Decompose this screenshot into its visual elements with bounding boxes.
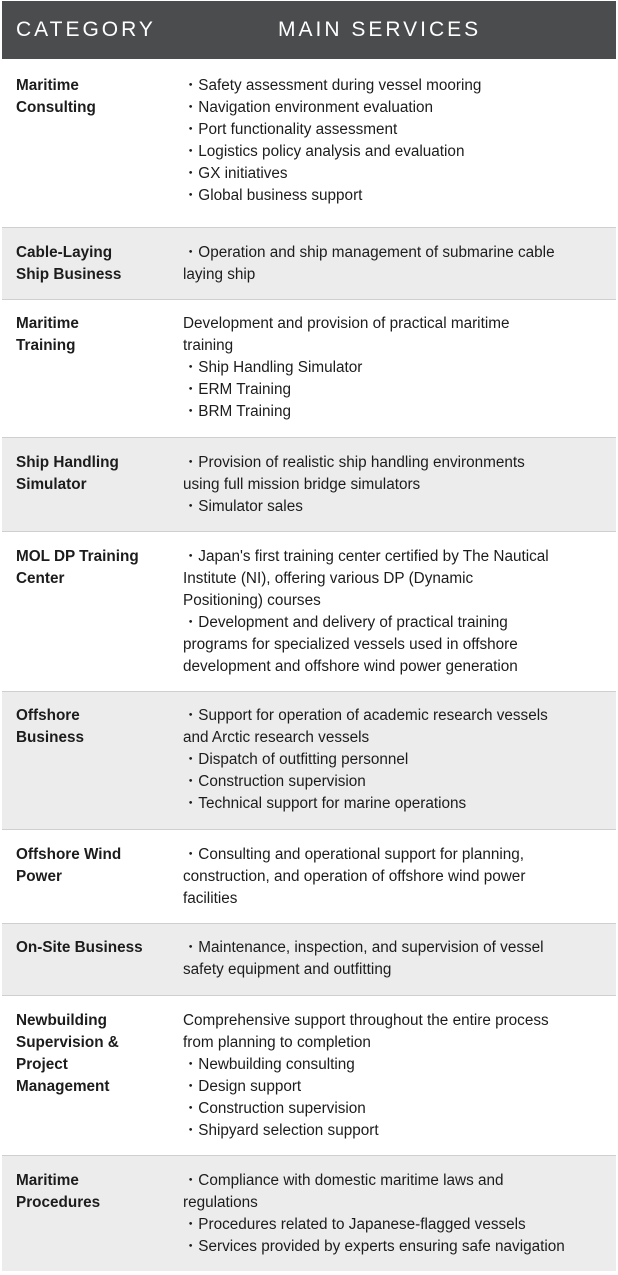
service-text: ・Newbuilding consulting	[183, 1056, 355, 1073]
service-text: ・Port functionality assessment	[183, 121, 398, 138]
service-text: ・Procedures related to Japanese-flagged vessels	[183, 1216, 526, 1233]
table-row	[2, 227, 616, 299]
service-text: ・Maintenance, inspection, and supervision of vessel	[183, 939, 544, 956]
category-cell	[2, 937, 183, 995]
service-text: ・Japan's first training center certified by The Nautical	[183, 548, 549, 565]
category-text: Power	[16, 868, 62, 885]
services-cell	[183, 705, 616, 829]
services-cell	[183, 1010, 616, 1155]
table-body	[2, 61, 616, 1271]
category-text: Simulator	[16, 476, 87, 493]
category-text: Center	[16, 570, 65, 587]
service-text: ・Consulting and operational support for planning,	[183, 846, 525, 863]
service-text: ・Design support	[183, 1078, 302, 1095]
service-text: laying ship	[183, 266, 256, 283]
category-cell	[2, 452, 183, 531]
category-cell	[2, 705, 183, 829]
category-text: Newbuilding	[16, 1012, 107, 1029]
service-text: ・Navigation environment evaluation	[183, 99, 433, 116]
service-text: ・BRM Training	[183, 403, 291, 420]
service-text: ・Safety assessment during vessel mooring	[183, 77, 482, 94]
category-text: Maritime	[16, 315, 79, 332]
service-text: ・Ship Handling Simulator	[183, 359, 363, 376]
category-text: Cable-Laying	[16, 244, 113, 261]
category-text: Ship Handling	[16, 454, 119, 471]
services-cell	[183, 844, 616, 923]
service-text: ・Shipyard selection support	[183, 1122, 379, 1139]
service-text: ・Logistics policy analysis and evaluation	[183, 143, 465, 160]
category-text: Maritime	[16, 77, 79, 94]
service-text: ・Construction supervision	[183, 1100, 366, 1117]
category-cell	[2, 844, 183, 923]
category-text: Offshore Wind	[16, 846, 122, 863]
category-cell	[2, 313, 183, 437]
category-cell	[2, 546, 183, 691]
table-row	[2, 531, 616, 691]
category-text: Maritime	[16, 1172, 79, 1189]
header-category: CATEGORY	[16, 18, 156, 41]
category-text: Consulting	[16, 99, 96, 116]
table-row	[2, 691, 616, 829]
service-text: facilities	[183, 890, 238, 907]
service-text: construction, and operation of offshore wind power	[183, 868, 526, 885]
service-text: ・Technical support for marine operations	[183, 795, 467, 812]
category-text: MOL DP Training	[16, 548, 139, 565]
service-text: ・Provision of realistic ship handling environments	[183, 454, 525, 471]
services-cell	[183, 937, 616, 995]
service-text: programs for specialized vessels used in offshore	[183, 636, 518, 653]
category-cell	[2, 1170, 183, 1271]
services-cell	[183, 313, 616, 437]
table-row	[2, 61, 616, 227]
header-main-services: MAIN SERVICES	[278, 18, 482, 41]
services-cell	[183, 1170, 616, 1271]
category-text: Project	[16, 1056, 68, 1073]
services-cell	[183, 546, 616, 691]
service-text: ・Dispatch of outfitting personnel	[183, 751, 409, 768]
service-text: ・Global business support	[183, 187, 363, 204]
services-cell	[183, 75, 616, 227]
service-text: regulations	[183, 1194, 258, 1211]
table-row	[2, 299, 616, 437]
category-cell	[2, 242, 183, 299]
services-cell	[183, 452, 616, 531]
category-cell	[2, 75, 183, 227]
service-text: Positioning) courses	[183, 592, 321, 609]
table-row	[2, 829, 616, 923]
service-text: Development and provision of practical maritime	[183, 315, 510, 332]
category-text: Training	[16, 337, 76, 354]
service-text: ・Operation and ship management of submarine cable	[183, 244, 555, 261]
service-text: ・GX initiatives	[183, 165, 288, 182]
service-text: safety equipment and outfitting	[183, 961, 392, 978]
category-cell	[2, 1010, 183, 1155]
service-text: and Arctic research vessels	[183, 729, 370, 746]
table-row	[2, 1155, 616, 1271]
service-text: ・Services provided by experts ensuring safe navigation	[183, 1238, 565, 1255]
category-text: Offshore	[16, 707, 80, 724]
service-text: ・Compliance with domestic maritime laws and	[183, 1172, 504, 1189]
service-text: training	[183, 337, 234, 354]
category-text: Procedures	[16, 1194, 101, 1211]
service-text: using full mission bridge simulators	[183, 476, 421, 493]
category-text: Business	[16, 729, 85, 746]
table-header	[2, 1, 616, 59]
service-text: ・Simulator sales	[183, 498, 303, 515]
service-text: ・Support for operation of academic research vessels	[183, 707, 548, 724]
service-text: Comprehensive support throughout the entire process	[183, 1012, 549, 1029]
service-text: development and offshore wind power generation	[183, 658, 518, 675]
table-row	[2, 923, 616, 995]
category-text: Supervision &	[16, 1034, 119, 1051]
services-cell	[183, 242, 616, 299]
category-text: On-Site Business	[16, 939, 143, 956]
table-row	[2, 437, 616, 531]
service-text: from planning to completion	[183, 1034, 371, 1051]
service-text: ・Construction supervision	[183, 773, 366, 790]
service-text: Institute (NI), offering various DP (Dynamic	[183, 570, 474, 587]
category-text: Management	[16, 1078, 110, 1095]
services-table	[2, 1, 616, 1271]
service-text: ・ERM Training	[183, 381, 291, 398]
table-row	[2, 995, 616, 1155]
category-text: Ship Business	[16, 266, 122, 283]
service-text: ・Development and delivery of practical training	[183, 614, 508, 631]
